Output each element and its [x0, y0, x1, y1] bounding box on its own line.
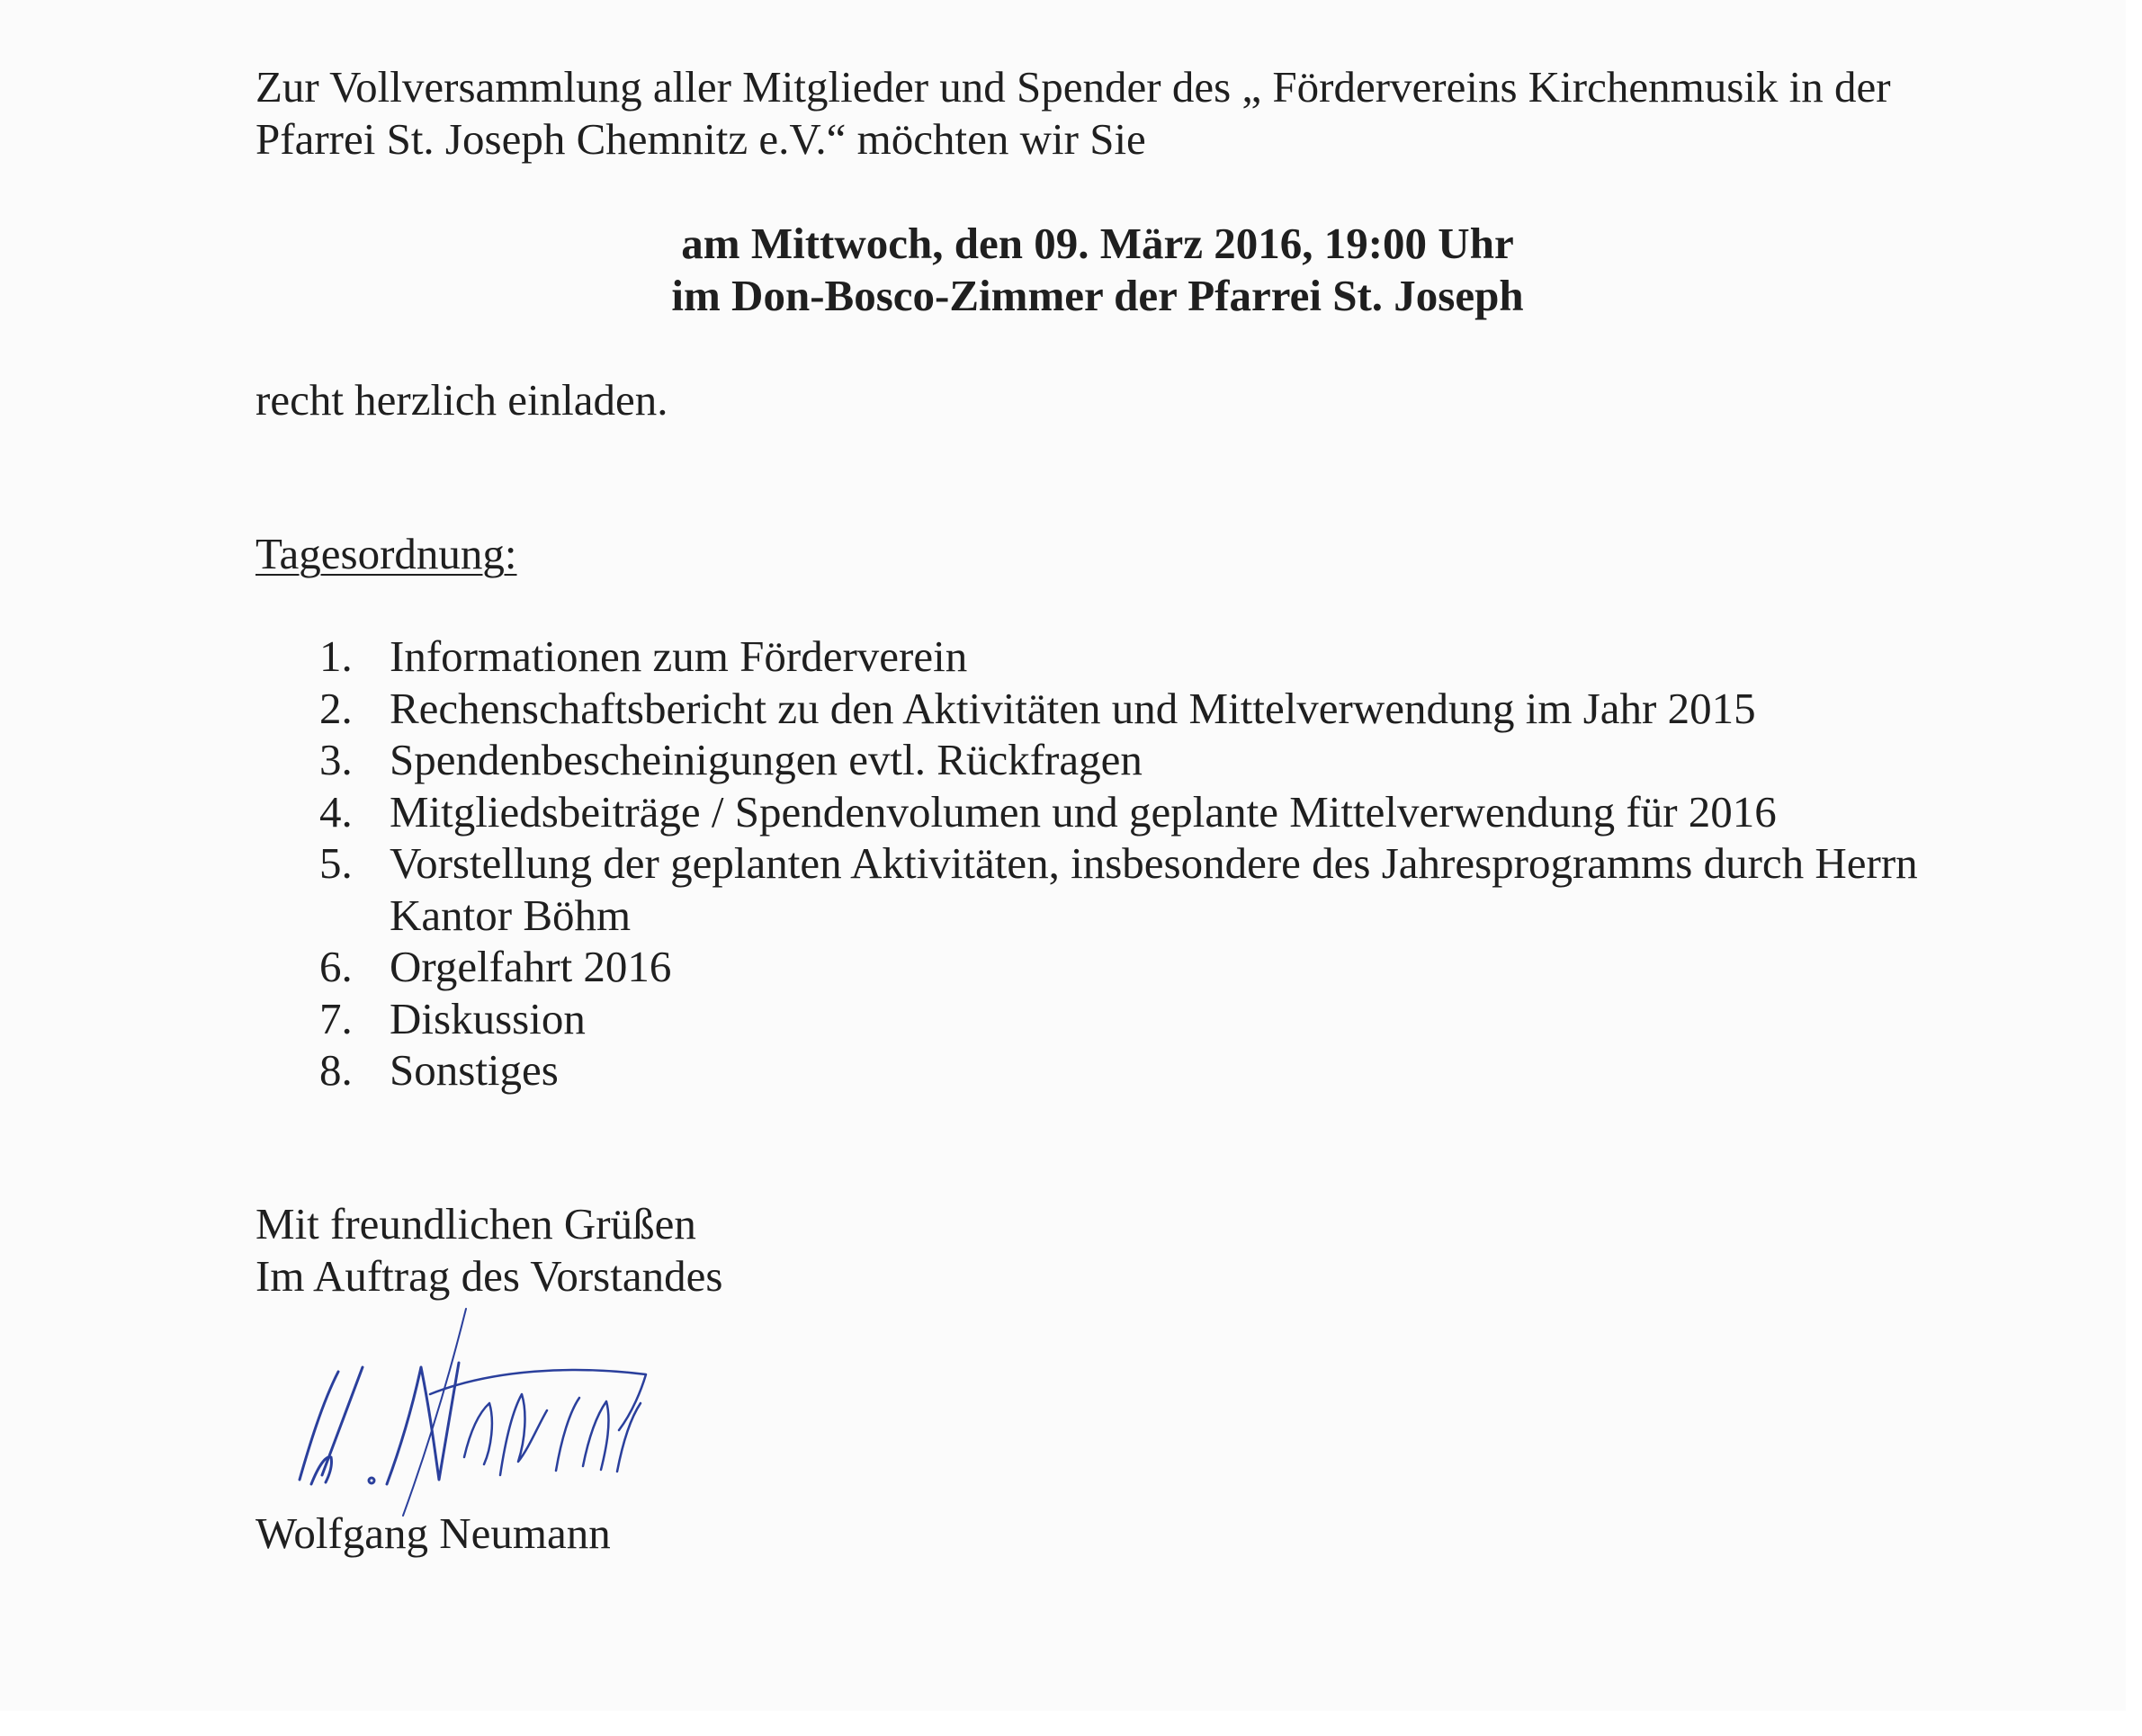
agenda-list — [319, 631, 1937, 1096]
signature-stroke — [300, 1367, 363, 1484]
agenda-item-number: 2. — [319, 683, 353, 733]
signature-stroke — [430, 1370, 646, 1430]
intro-line-2: Pfarrei St. Joseph Chemnitz e.V.“ möchten wir Sie — [255, 114, 1146, 164]
agenda-item-text: Orgelfahrt 2016 — [390, 942, 672, 991]
agenda-item-text: Rechenschaftsbericht zu den Aktivitäten und Mittelverwendung im Jahr 2015 — [390, 683, 1756, 733]
agenda-item-text: Sonstiges — [390, 1045, 559, 1095]
agenda-item — [319, 941, 1937, 993]
agenda-item — [319, 837, 1937, 941]
agenda-item-text: Spendenbescheinigungen evtl. Rückfragen — [390, 735, 1143, 784]
agenda-item-number: 4. — [319, 786, 353, 837]
agenda-item-number: 8. — [319, 1045, 353, 1095]
signature-strokes — [300, 1309, 646, 1516]
intro-paragraph — [255, 61, 1891, 166]
agenda-item-number: 6. — [319, 942, 353, 991]
signature-stroke — [369, 1478, 374, 1483]
agenda-item — [319, 786, 1937, 838]
signature-icon — [286, 1304, 664, 1538]
agenda-item-number: 3. — [319, 735, 353, 784]
agenda-item — [319, 1044, 1937, 1096]
agenda-heading: Tagesordnung: — [255, 529, 517, 578]
closing-on-behalf: Im Auftrag des Vorstandes — [255, 1251, 723, 1301]
intro-line-1: Zur Vollversammlung aller Mitglieder und Spender des „ Fördervereins Kirchenmusik in der — [255, 62, 1891, 112]
agenda-item-text: Diskussion — [390, 993, 586, 1043]
invitation-text: recht herzlich einladen. — [255, 375, 668, 425]
closing-greeting: Mit freundlichen Grüßen — [255, 1199, 696, 1248]
signature-stroke — [464, 1394, 641, 1475]
agenda-item-text: Vorstellung der geplanten Aktivitäten, insbesondere des Jahresprogramms durch Herrn Kantor Böhm — [390, 838, 1918, 940]
agenda-item-text: Informationen zum Förderverein — [390, 631, 968, 681]
agenda-item — [319, 993, 1937, 1045]
agenda-item-number: 1. — [319, 631, 353, 681]
event-datetime: am Mittwoch, den 09. März 2016, 19:00 Uhr — [681, 219, 1514, 268]
agenda-item — [319, 631, 1937, 683]
event-location: im Don-Bosco-Zimmer der Pfarrei St. Joseph — [671, 271, 1524, 320]
signature-stroke — [387, 1363, 459, 1484]
agenda-item-number: 7. — [319, 993, 353, 1043]
signature-stroke — [403, 1309, 466, 1516]
agenda-item — [319, 683, 1937, 735]
signatory-name: Wolfgang Neumann — [255, 1508, 611, 1558]
agenda-item-number: 5. — [319, 838, 353, 888]
agenda-item-text: Mitgliedsbeiträge / Spendenvolumen und geplante Mittelverwendung für 2016 — [390, 786, 1777, 837]
agenda-item — [319, 734, 1937, 786]
